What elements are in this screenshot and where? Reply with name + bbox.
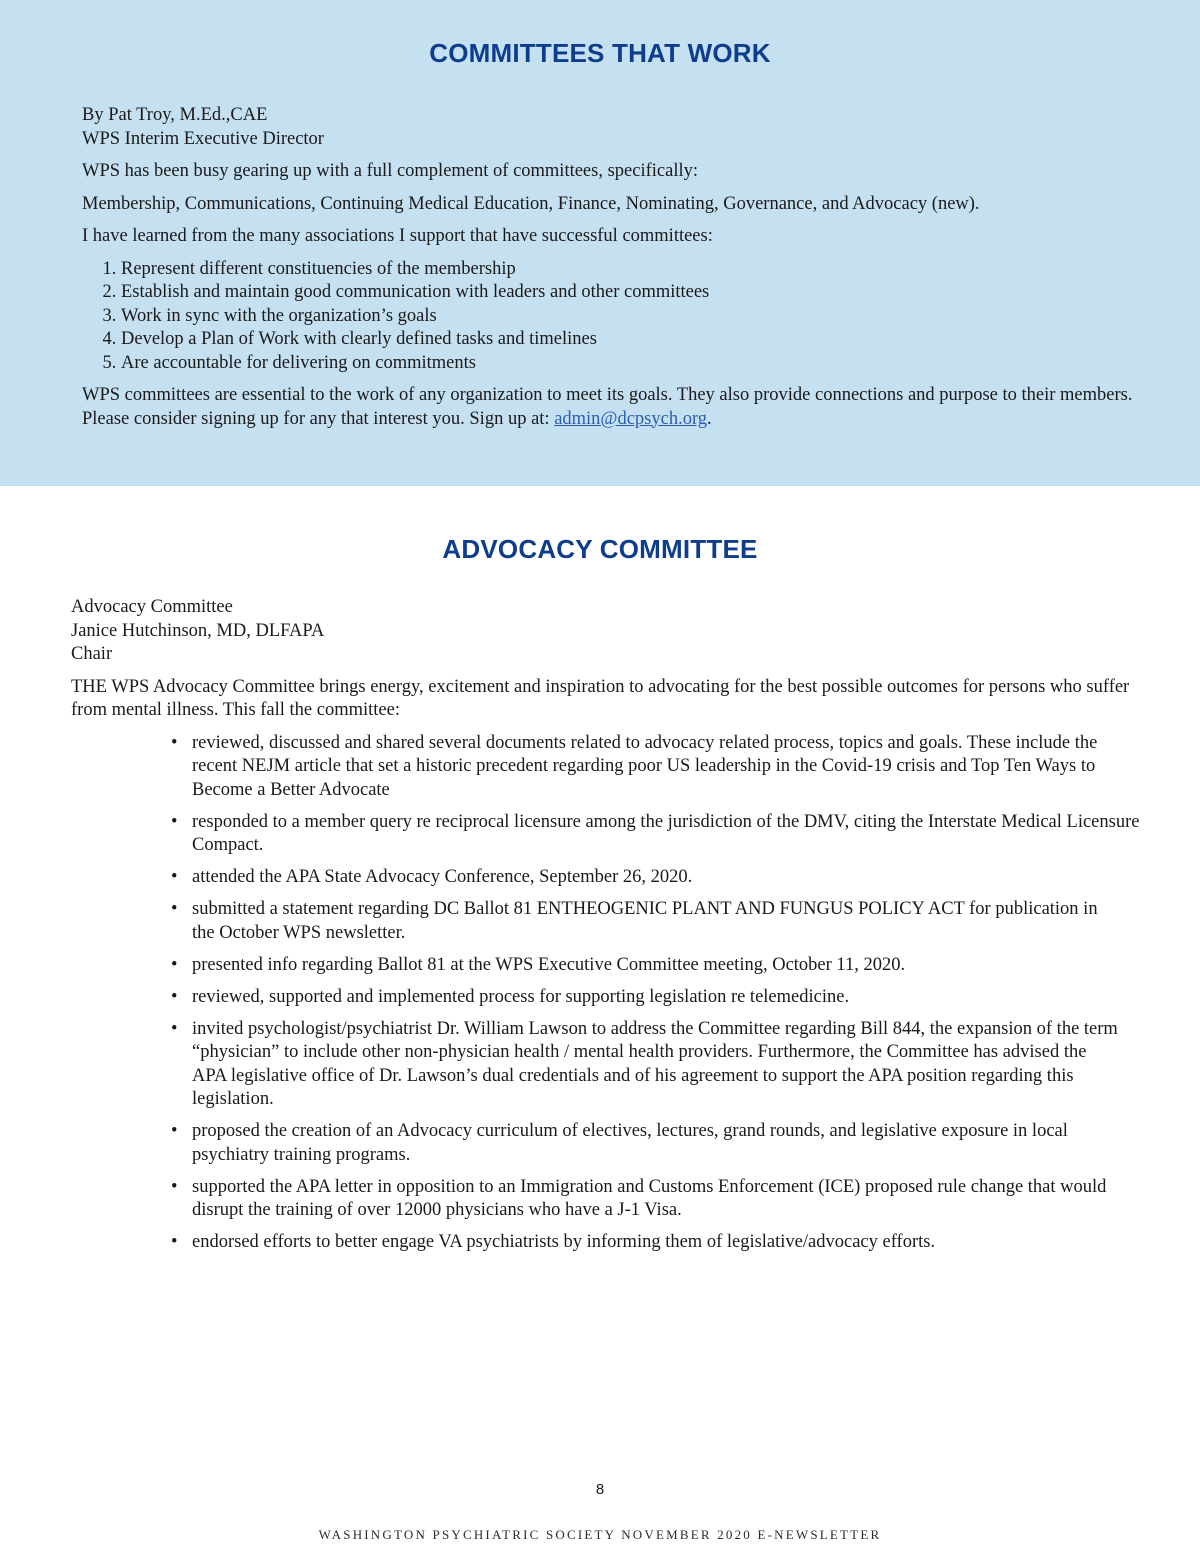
bullet-icon: •	[171, 986, 178, 1007]
activity-text: proposed the creation of an Advocacy curriculum of electives, lectures, grand rounds, and legislative exposure in local psychiatry training programs.	[192, 1121, 1068, 1165]
success-point: 5. Are accountable for delivering on commitments	[121, 352, 1142, 376]
activity-item	[171, 1120, 1122, 1167]
bullet-icon: •	[171, 867, 178, 887]
activity-text: reviewed, discussed and shared several documents related to advocacy related process, topics and goals. These include the recent NEJM article that set a historic precedent regarding poor US leadership in the Covid-19 crisis and Top Ten Ways to Become a Better Advocate	[192, 732, 1098, 800]
advocacy-activities	[71, 732, 1140, 1255]
advocacy-intro: THE WPS Advocacy Committee brings energy, excitement and inspiration to advocating for the best possible outcomes for persons who suffer from mental illness. This fall the committee:	[71, 676, 1130, 720]
advocacy-article	[71, 596, 1140, 1263]
activity-item	[171, 866, 1122, 890]
activity-text: attended the APA State Advocacy Conference, September 26, 2020.	[192, 867, 693, 887]
closing-period: .	[707, 408, 712, 429]
activity-text: endorsed efforts to better engage VA psychiatrists by informing them of legislative/advocacy efforts.	[192, 1232, 936, 1252]
author-title: WPS Interim Executive Director	[82, 128, 324, 149]
author-name: By Pat Troy, M.Ed.,CAE	[82, 105, 268, 125]
bullet-icon: •	[171, 1018, 178, 1039]
activity-text: responded to a member query re reciprocal licensure among the jurisdiction of the DMV, citing the Interstate Medical Licensure Compact.	[192, 811, 1140, 855]
committee-name: Advocacy Committee	[71, 597, 233, 617]
success-point: 4. Develop a Plan of Work with clearly defined tasks and timelines	[121, 328, 1142, 352]
success-point: 3. Work in sync with the organization’s goals	[121, 305, 1142, 329]
committees-intro: WPS has been busy gearing up with a full complement of committees, specifically:	[82, 161, 699, 181]
newsletter-footer: WASHINGTON PSYCHIATRIC SOCIETY NOVEMBER 2020 E-NEWSLETTER	[318, 1527, 882, 1542]
bullet-icon: •	[171, 1176, 178, 1197]
success-point: 1. Represent different constituencies of the membership	[121, 258, 1142, 282]
activity-item	[171, 1176, 1122, 1223]
chair-name: Janice Hutchinson, MD, DLFAPA	[71, 620, 325, 641]
activity-item	[171, 732, 1122, 803]
activity-item	[171, 1018, 1122, 1112]
page-number: 8	[595, 1481, 605, 1498]
activity-text: supported the APA letter in opposition to an Immigration and Customs Enforcement (ICE) proposed rule change that would disrupt the training of over 12000 physicians who have a J-1 Visa.	[192, 1176, 1107, 1220]
committees-article	[82, 104, 1142, 440]
activity-item	[171, 986, 1122, 1010]
committees-list-text: Membership, Communications, Continuing Medical Education, Finance, Nominating, Governance, and Advocacy (new).	[82, 193, 980, 214]
success-point: 2. Establish and maintain good communication with leaders and other committees	[121, 281, 1142, 305]
activity-item	[171, 1231, 1122, 1255]
activity-text: submitted a statement regarding DC Ballot 81 ENTHEOGENIC PLANT AND FUNGUS POLICY ACT for publication in the October WPS newsletter.	[192, 899, 1098, 943]
committees-success-points	[82, 258, 1142, 376]
committees-byline	[82, 104, 1142, 151]
advocacy-byline	[71, 596, 1131, 667]
activity-text: reviewed, supported and implemented process for supporting legislation re telemedicine.	[192, 986, 850, 1007]
bullet-icon: •	[171, 954, 178, 975]
bullet-icon: •	[171, 899, 178, 919]
activity-text: presented info regarding Ballot 81 at the WPS Executive Committee meeting, October 11, 2020.	[192, 954, 906, 975]
committees-title: COMMITTEES THAT WORK	[429, 38, 771, 68]
committees-learned: I have learned from the many associations I support that have successful committees:	[82, 226, 713, 246]
activity-item	[171, 954, 1122, 978]
signup-email-link[interactable]: admin@dcpsych.org	[554, 408, 708, 429]
bullet-icon: •	[171, 811, 178, 832]
activity-text: invited psychologist/psychiatrist Dr. William Lawson to address the Committee regarding Bill 844, the expansion of the term “physician” to include other non-physician health / mental health providers. Furthermore, the Committee has advised the APA legislative office of Dr. Lawson’s dual credentials and of his agreement to support the APA position regarding this legislation.	[192, 1018, 1118, 1109]
chair-role: Chair	[71, 644, 113, 664]
activity-item	[171, 811, 1142, 858]
advocacy-title: ADVOCACY COMMITTEE	[442, 534, 758, 564]
activity-item	[171, 898, 1122, 945]
closing-text: WPS committees are essential to the work of any organization to meet its goals. They also provide connections and purpose to their members. Please consider signing up for any that interest you. Sign up at:	[82, 385, 1133, 429]
bullet-icon: •	[171, 1232, 178, 1252]
bullet-icon: •	[171, 1121, 178, 1141]
bullet-icon: •	[171, 732, 178, 753]
committees-closing	[82, 384, 1142, 431]
